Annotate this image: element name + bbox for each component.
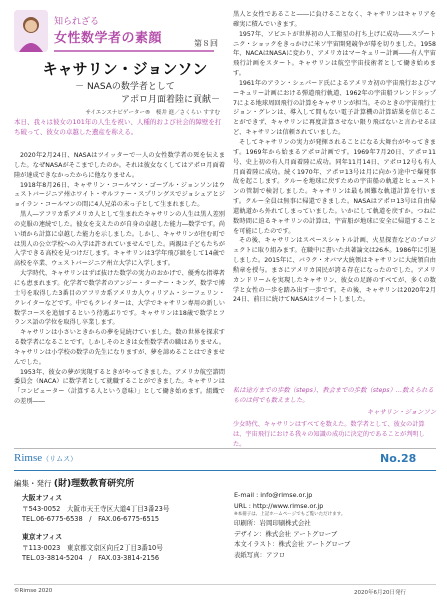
header-divider bbox=[54, 50, 214, 52]
paragraph: 1953年、彼女の夢が実現するときがやってきました。アメリカ航空諮問委員会（NACA）に数学者として就職することができました。キャサリンは「コンピューター（計算する人という意味）」として働き始めます。組織での差別―― bbox=[14, 368, 225, 406]
header-episode: 第８回 bbox=[194, 39, 218, 48]
article-author: サイエンスナビゲーター® 桜井 進／さくらい すすむ bbox=[85, 110, 220, 116]
osaka-office bbox=[22, 493, 169, 525]
quote-text: 私は途方までの歩数（steps）、教会までの歩数（steps）…数えられるものは何でも数えました。 bbox=[233, 387, 434, 404]
publish-date: 2020年6月20日発行 bbox=[354, 590, 406, 596]
publisher-label: 編集・発行 bbox=[14, 479, 52, 488]
header-top-line: 知られざる bbox=[54, 17, 100, 27]
tokyo-office-address: 〒113-0023 東京都文京区向丘2丁目3番10号 bbox=[22, 543, 163, 552]
paragraph: 2020年2月24日、NASAはツイッターで一人の女性数学者の死を伝えました。なぜNASAがそこまでしたのか。それは彼女なくしてはアポロ月面着陸が達成できなかったからに他なりません。 bbox=[14, 152, 225, 179]
article-right-column bbox=[233, 10, 436, 378]
footer-divider-top bbox=[14, 448, 436, 449]
copyright: ©Rimse 2020 bbox=[14, 588, 53, 594]
footer-design: デザイン：株式会社 アートグローブ bbox=[234, 529, 338, 538]
header-illustration bbox=[14, 10, 48, 52]
tokyo-office-title: 東京オフィス bbox=[22, 533, 63, 541]
header-series-title: 女性数学者の素顔 bbox=[54, 31, 163, 46]
brand-sub: （リムス） bbox=[42, 455, 78, 463]
tokyo-office-phone: TEL.03-3814-5204 / FAX.03-3814-2156 bbox=[22, 554, 160, 562]
article-subtitle-2: アポロ月面着陸に貢献－ bbox=[120, 95, 220, 105]
closing-note: 少女時代、キャサリンはすべてを数えた。数学者として、彼女の計算は、宇宙飛行における我々の知識の成功に決定的であることが判明した。 bbox=[233, 421, 425, 448]
footer-cover: 表紙写真：アフロ bbox=[234, 550, 286, 559]
paragraph: 黒人と女性であること――に負けることなく、キャサリンはキャリアを確実に積んでいきます。 bbox=[233, 11, 436, 28]
tokyo-office bbox=[22, 532, 163, 564]
footer-divider bbox=[14, 470, 436, 471]
paragraph: 大学時代、キャサリンはずば抜けた数学の実力のおかげで、優秀な指導者にも恵まれます。化学者で数学者のアンジー・ターナー・キング、数学で博士号を取得した3番目のアフリカ系アメリカ人ウィリアム・シーフェリン・クレイターなどです。中でもクレイターは、大学でキャサリン専用の新しい数学コースを追加するという待遇ぶりです。キャサリンは18歳で数学とフランス語の学位を取得し卒業します。 bbox=[14, 270, 225, 327]
publisher bbox=[14, 476, 134, 489]
footer-divider-bottom bbox=[14, 584, 436, 585]
article-left-column bbox=[14, 151, 225, 447]
article-subtitle: － NASAの数学者として bbox=[75, 82, 175, 92]
issue-number: No.28 bbox=[380, 452, 417, 465]
paragraph: キャサリンは小さいときからの夢を見続けていました。数の世界を探求する数学者になることです。しかしそのときは女性数学者の職はありません。キャサリンは小学校の数学の先生になりますが、夢を諦めることはできませんでした。 bbox=[14, 329, 225, 366]
paragraph: 1957年、ソビエトが世界初の人工衛星の打ち上げに成功――スプートニク・ショックをきっかけに米ソ宇宙開発競争が幕を切りました。1958年、NACAはNASAに変わり、アメリカはマーキュリー計画――有人宇宙飛行計画をスタート。キャサリンは航空宇宙技術者として働き始めます。 bbox=[233, 30, 436, 78]
article-lead: 本日、我々は彼女の101年の人生を祝い、人種的および社会的障壁を打ち破って、彼女の卓越した遺産を称える。 bbox=[14, 118, 222, 136]
article-title: キャサリン・ジョンソン bbox=[42, 60, 208, 78]
footer-illust: 本文イラスト：株式会社 アートグローブ bbox=[234, 540, 351, 548]
paragraph: その後、キャサリンはスペースシャトル計画、火星探査などのプロジェクトに取り組みます。在職中に書いた共著論文は26本。1986年に引退しました。2015年に、バラク・オバマ大統領はキャサリンに大統領自由勲章を授与。まさにアメリカ国民が誇る存在になったのでした。アメリカンドリームを実現したキャサリン、彼女の足跡のすべてが、多くの数学と女性の一歩を踏み出す一歩です。その後、キャサリンは2020年2月24日、前日に続けてNASAはツイートしました。 bbox=[233, 237, 436, 304]
footer-url-note: ※本冊子は、上記ホームページでもご覧いただけます。 bbox=[234, 512, 346, 517]
paragraph: そしてキャサリンの実力が発揮されることになる大舞台がやってきます。1969年から始まるアポロ計画です。1969年7月20日、アポロ11号、史上初の有人月面着陸に成功。同年11月14日、アポロ12号も有人月面着陸に成功。続く1970年、アポロ13号は月に向かう途中で爆発事故を起こします。クルーを地球に戻すための宇宙船の軌道とヒューストンの管制で検討しました。キャサリンは最も困難な軌道計算を行います。クルー全員は無事に帰還できました。NASAはアポロ13号は自由帰還軌道から外れてしまっていました。いかにして軌道を戻すか。つねに数時間に迫るキャサリンの計算は、宇宙船が地球に安全に帰還することを可能にしたのです。 bbox=[233, 138, 436, 235]
publisher-name: (財)理数教育研究所 bbox=[53, 479, 135, 489]
paragraph: 1961年のアラン・シェパード氏によるアメリカ初の宇宙飛行およびマーキュリー計画における弾道飛行軌道、1962年の宇宙船フレンドシップ7による地球周回飛行の計算をキャサリンが担当。そのときの宇宙飛行士ジョン・グレンは、導入して間もない電子計算機の計算結果を信じることができず、キャサリンに再度計算させない限り飛ばないと言わせるほど、キャサリンは信頼されていました。 bbox=[233, 79, 436, 137]
osaka-office-title: 大阪オフィス bbox=[22, 494, 63, 502]
footer-email[interactable]: E-mail : info@rimse.or.jp bbox=[234, 491, 313, 499]
brand-name: Rimse bbox=[14, 452, 43, 464]
osaka-office-phone: TEL.06-6775-6538 / FAX.06-6775-6515 bbox=[22, 515, 160, 523]
footer-printer: 印刷所：岩岡印刷株式会社 bbox=[234, 519, 311, 527]
woman-portrait-icon bbox=[14, 10, 48, 52]
footer-contact bbox=[234, 490, 434, 560]
paragraph: 黒人―アフリカ系アメリカ人として生まれたキャサリンの人生は黒人差別の克服の連続でした。彼女を支えたのが自身の卓越した能力―数学です。尚い頃から計算に卓越した能力を示しました。しかし、キャサリンが住む町では黒人の公立学校への入学は許されていませんでした。両親は子どもたちが入学できる高校を見つけだします。キャサリンは3学年飛び級をして14歳で高校を卒業、ウェストバージニア州立大学に入学します。 bbox=[14, 211, 225, 268]
paragraph: 1918年8月26日、キャサリン・コールマン・ゴーブル・ジョンソンはウェストバージニア州ホワイト・サルファー・スプリングスでジョシュアとジョイラン・コールマンの間に4人兄弟の末っ子として生まれました。 bbox=[14, 181, 225, 209]
footer-brand bbox=[14, 452, 77, 464]
footer-url[interactable]: URL : http://www.rimse.or.jp bbox=[234, 501, 324, 510]
osaka-office-address: 〒543-0052 大阪市天王寺区大道4丁目3番23号 bbox=[22, 504, 170, 513]
quote-author: キャサリン・ジョンソン bbox=[366, 409, 436, 416]
